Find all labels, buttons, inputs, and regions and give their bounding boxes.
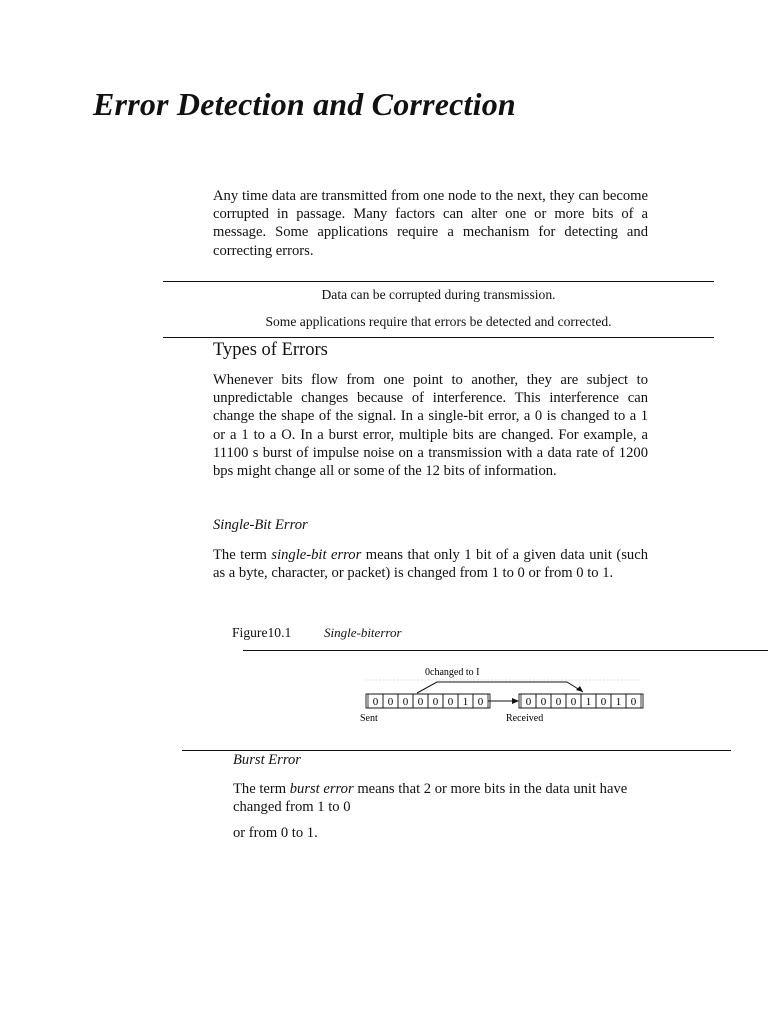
single-bit-error-paragraph (213, 546, 648, 582)
intro-paragraph: Any time data are transmitted from one node to the next, they can become corrupted in passage. Many factors can alter one or more bits of a message. Some applications require a mechanism for detecting and correcting errors. (213, 188, 648, 259)
sent-bit-value: 0 (477, 696, 484, 708)
sent-bit-value: 0 (402, 696, 409, 708)
received-bit-value: 0 (600, 696, 607, 708)
received-label: Received (506, 713, 544, 724)
figure-caption (232, 625, 402, 641)
received-bit-value: 1 (585, 696, 592, 708)
types-of-errors-paragraph: Whenever bits flow from one point to another, they are subject to unpredictable changes because of interference. This interference can change the shape of the signal. In a single-bit error, a 0 is changed to a 1 or a 1 to a O. In a burst error, multiple bits are changed. For example, a 11100 s burst of impulse noise on a transmission with a data rate of 1200 bps might change all or some of the 12 bits of information. (213, 372, 648, 480)
received-bit-value: 0 (555, 696, 562, 708)
sent-bit-frame (366, 694, 490, 708)
figure-bottom-rule (182, 750, 731, 751)
sent-bit-value: 0 (372, 696, 379, 708)
callout-line-2: Some applications require that errors be detected and corrected. (265, 314, 612, 329)
burst-error-continuation: or from 0 to 1. (233, 825, 318, 841)
callout-top-rule (163, 281, 714, 282)
burst-text-pre: The term (233, 781, 290, 797)
callout-bottom-rule (163, 337, 714, 338)
single-bit-term: single-bit error (271, 547, 362, 563)
received-bit-value: 0 (540, 696, 547, 708)
burst-term: burst error (289, 781, 354, 797)
burst-error-heading: Burst Error (233, 752, 301, 768)
received-bit-value: 0 (630, 696, 637, 708)
burst-text-post: means that 2 or more bits in the data unit have changed from 1 to 0 (233, 781, 628, 816)
change-arrow-path (417, 682, 583, 693)
received-bit-frame (519, 694, 643, 708)
callout-line-1: Data can be corrupted during transmission. (321, 287, 556, 302)
change-arrow-head (576, 686, 583, 692)
page-title: Error Detection and Correction (93, 86, 516, 122)
sent-label: Sent (360, 713, 378, 724)
sent-bit-value: 0 (417, 696, 424, 708)
received-bit-value: 0 (525, 696, 532, 708)
figure-annotation: 0changed to I (425, 667, 480, 678)
single-bit-text-post: means that only 1 bit of a given data unit (such as a byte, character, or packet) is changed from 1 to 0 or from 0 to 1. (213, 547, 648, 582)
sent-bit-value: 0 (447, 696, 454, 708)
received-bit-value: 1 (615, 696, 622, 708)
single-bit-text-pre: The term (213, 547, 272, 563)
burst-error-paragraph (233, 780, 653, 816)
figure-title: Single-biterror (324, 625, 402, 640)
figure-top-rule (243, 650, 768, 651)
single-bit-error-diagram (355, 660, 645, 726)
received-bit-value: 0 (570, 696, 577, 708)
sent-bit-value: 0 (432, 696, 439, 708)
sent-bit-value: 0 (387, 696, 394, 708)
types-of-errors-heading: Types of Errors (213, 340, 328, 360)
sent-bit-value: 1 (462, 696, 469, 708)
transmit-arrow-head (512, 698, 519, 704)
figure-label: Figure10.1 (232, 625, 292, 640)
single-bit-error-heading: Single-Bit Error (213, 517, 308, 533)
